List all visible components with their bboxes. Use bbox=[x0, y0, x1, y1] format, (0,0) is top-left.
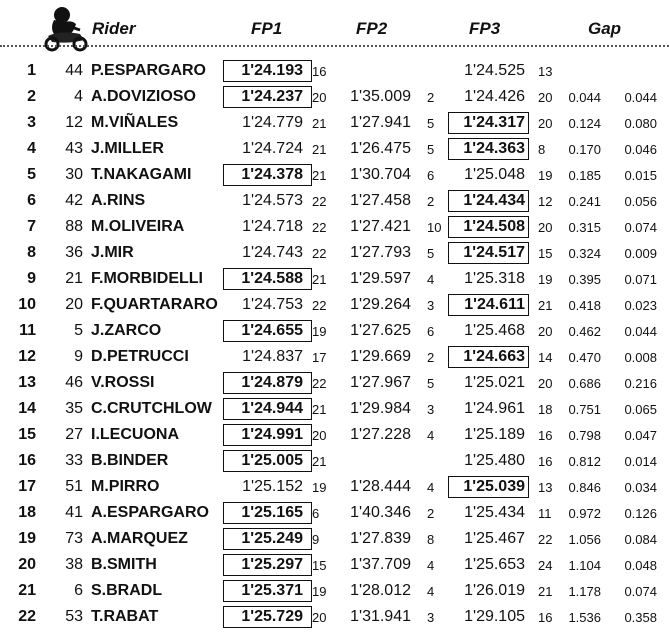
rider-name: V.ROSSI bbox=[91, 374, 155, 391]
gap-to-previous: 0.048 bbox=[624, 558, 657, 573]
fp3-lap: 14 bbox=[538, 350, 553, 365]
gap-to-previous: 0.009 bbox=[624, 246, 657, 261]
gap-to-first: 0.812 bbox=[568, 454, 601, 469]
fp3-time: 1'24.363 bbox=[463, 140, 525, 157]
fp1-time: 1'25.371 bbox=[241, 582, 303, 599]
gap-to-previous: 0.065 bbox=[624, 402, 657, 417]
fp3-time: 1'25.039 bbox=[463, 478, 525, 495]
rider-name: C.CRUTCHLOW bbox=[91, 400, 212, 417]
gap-to-first: 0.124 bbox=[568, 116, 601, 131]
fp3-time: 1'26.019 bbox=[464, 582, 525, 599]
fp2-time: 1'29.597 bbox=[350, 270, 411, 287]
rider-number: 43 bbox=[65, 140, 83, 157]
rider-number: 42 bbox=[65, 192, 83, 209]
gap-to-previous: 0.014 bbox=[624, 454, 657, 469]
gap-to-first: 0.241 bbox=[568, 194, 601, 209]
gap-to-previous: 0.216 bbox=[624, 376, 657, 391]
fp1-time: 1'24.743 bbox=[242, 244, 303, 261]
position: 16 bbox=[18, 452, 36, 469]
position: 8 bbox=[27, 244, 36, 261]
fp3-time: 1'25.468 bbox=[464, 322, 525, 339]
fp1-time: 1'24.753 bbox=[242, 296, 303, 313]
rider-number: 46 bbox=[65, 374, 83, 391]
gap-to-previous: 0.074 bbox=[624, 584, 657, 599]
table-row bbox=[0, 162, 669, 188]
table-row bbox=[0, 578, 669, 604]
fp3-lap: 19 bbox=[538, 272, 553, 287]
fp2-lap: 4 bbox=[427, 558, 435, 573]
rider-name: T.NAKAGAMI bbox=[91, 166, 192, 183]
table-row bbox=[0, 58, 669, 84]
fp1-lap: 17 bbox=[312, 350, 327, 365]
position: 9 bbox=[27, 270, 36, 287]
header-divider bbox=[0, 45, 669, 47]
fp2-lap: 3 bbox=[427, 402, 435, 417]
rider-number: 88 bbox=[65, 218, 83, 235]
fp3-time: 1'25.189 bbox=[464, 426, 525, 443]
table-row bbox=[0, 188, 669, 214]
fp1-lap: 22 bbox=[312, 194, 327, 209]
fp1-lap: 21 bbox=[312, 116, 327, 131]
fp2-lap: 5 bbox=[427, 142, 435, 157]
rider-number: 73 bbox=[65, 530, 83, 547]
fp3-lap: 16 bbox=[538, 454, 553, 469]
fp1-lap: 9 bbox=[312, 532, 320, 547]
rider-name: B.BINDER bbox=[91, 452, 169, 469]
rider-name: B.SMITH bbox=[91, 556, 157, 573]
gap-to-previous: 0.074 bbox=[624, 220, 657, 235]
fp1-time: 1'24.588 bbox=[241, 270, 303, 287]
position: 12 bbox=[18, 348, 36, 365]
header-fp2: FP2 bbox=[356, 19, 388, 38]
rider-name: F.QUARTARARO bbox=[91, 296, 218, 313]
rider-number: 41 bbox=[65, 504, 83, 521]
fp1-lap: 22 bbox=[312, 376, 327, 391]
fp2-lap: 6 bbox=[427, 168, 435, 183]
fp1-lap: 19 bbox=[312, 324, 327, 339]
rider-number: 27 bbox=[65, 426, 83, 443]
gap-to-previous: 0.080 bbox=[624, 116, 657, 131]
rider-name: I.LECUONA bbox=[91, 426, 179, 443]
rider-name: J.ZARCO bbox=[91, 322, 162, 339]
fp1-lap: 20 bbox=[312, 610, 327, 625]
rider-name: T.RABAT bbox=[91, 608, 159, 625]
fp3-time: 1'25.021 bbox=[464, 374, 525, 391]
fp1-lap: 6 bbox=[312, 506, 320, 521]
table-row bbox=[0, 370, 669, 396]
fp1-time: 1'24.718 bbox=[242, 218, 303, 235]
position: 6 bbox=[27, 192, 36, 209]
fp2-lap: 4 bbox=[427, 480, 435, 495]
fp3-time: 1'24.508 bbox=[463, 218, 525, 235]
fp2-time: 1'27.967 bbox=[350, 374, 411, 391]
table-row bbox=[0, 240, 669, 266]
fp2-time: 1'27.458 bbox=[350, 192, 411, 209]
gap-to-previous: 0.023 bbox=[624, 298, 657, 313]
fp3-lap: 11 bbox=[538, 506, 552, 521]
table-row bbox=[0, 214, 669, 240]
gap-to-previous: 0.008 bbox=[624, 350, 657, 365]
fp2-time: 1'37.709 bbox=[350, 556, 411, 573]
fp3-lap: 20 bbox=[538, 116, 553, 131]
rider-number: 20 bbox=[65, 296, 83, 313]
fp3-time: 1'25.480 bbox=[464, 452, 525, 469]
fp3-time: 1'25.434 bbox=[464, 504, 525, 521]
position: 1 bbox=[27, 62, 36, 79]
gap-to-first: 0.686 bbox=[568, 376, 601, 391]
fp2-time: 1'29.984 bbox=[350, 400, 411, 417]
rider-name: J.MIR bbox=[91, 244, 134, 261]
fp2-lap: 3 bbox=[427, 610, 435, 625]
gap-to-first: 0.185 bbox=[568, 168, 601, 183]
gap-to-previous: 0.358 bbox=[624, 610, 657, 625]
table-row bbox=[0, 552, 669, 578]
fp1-lap: 16 bbox=[312, 64, 327, 79]
fp2-time: 1'29.264 bbox=[350, 296, 411, 313]
fp1-time: 1'24.573 bbox=[242, 192, 303, 209]
fp1-lap: 19 bbox=[312, 480, 327, 495]
position: 3 bbox=[27, 114, 36, 131]
fp2-time: 1'27.421 bbox=[350, 218, 411, 235]
gap-to-first: 0.972 bbox=[568, 506, 601, 521]
fp2-time: 1'27.625 bbox=[350, 322, 411, 339]
fp2-time: 1'27.941 bbox=[350, 114, 411, 131]
fp2-lap: 4 bbox=[427, 428, 435, 443]
fp1-time: 1'24.879 bbox=[241, 374, 303, 391]
gap-to-previous: 0.044 bbox=[624, 324, 657, 339]
position: 13 bbox=[18, 374, 36, 391]
rider-number: 36 bbox=[65, 244, 83, 261]
fp1-time: 1'24.724 bbox=[242, 140, 303, 157]
table-row bbox=[0, 84, 669, 110]
fp2-lap: 10 bbox=[427, 220, 442, 235]
fp2-time: 1'31.941 bbox=[350, 608, 411, 625]
rider-number: 44 bbox=[65, 62, 83, 79]
position: 21 bbox=[18, 582, 36, 599]
gap-to-previous: 0.044 bbox=[624, 90, 657, 105]
gap-to-first: 1.178 bbox=[568, 584, 601, 599]
fp1-time: 1'24.378 bbox=[241, 166, 303, 183]
rider-number: 38 bbox=[65, 556, 83, 573]
gap-to-first: 0.324 bbox=[568, 246, 601, 261]
fp2-lap: 5 bbox=[427, 376, 435, 391]
position: 19 bbox=[18, 530, 36, 547]
position: 15 bbox=[18, 426, 36, 443]
position: 4 bbox=[27, 140, 36, 157]
fp2-lap: 2 bbox=[427, 90, 435, 105]
rider-name: D.PETRUCCI bbox=[91, 348, 189, 365]
gap-to-first: 0.418 bbox=[568, 298, 601, 313]
rider-number: 5 bbox=[74, 322, 83, 339]
fp3-lap: 20 bbox=[538, 376, 553, 391]
gap-to-first: 1.104 bbox=[568, 558, 601, 573]
fp2-time: 1'40.346 bbox=[350, 504, 411, 521]
fp1-time: 1'25.165 bbox=[241, 504, 303, 521]
fp1-time: 1'25.249 bbox=[241, 530, 303, 547]
gap-to-first: 0.751 bbox=[568, 402, 601, 417]
rider-name: A.RINS bbox=[91, 192, 146, 209]
rider-number: 33 bbox=[65, 452, 83, 469]
rider-name: F.MORBIDELLI bbox=[91, 270, 203, 287]
fp1-time: 1'25.729 bbox=[241, 608, 303, 625]
fp2-lap: 4 bbox=[427, 584, 435, 599]
table-row bbox=[0, 344, 669, 370]
gap-to-first: 0.470 bbox=[568, 350, 601, 365]
position: 20 bbox=[18, 556, 36, 573]
fp2-time: 1'30.704 bbox=[350, 166, 411, 183]
fp2-time: 1'35.009 bbox=[350, 88, 411, 105]
fp3-lap: 19 bbox=[538, 168, 553, 183]
rider-number: 12 bbox=[65, 114, 83, 131]
fp3-lap: 20 bbox=[538, 324, 553, 339]
fp2-time: 1'29.669 bbox=[350, 348, 411, 365]
table-row bbox=[0, 526, 669, 552]
table-row bbox=[0, 448, 669, 474]
gap-to-first: 0.462 bbox=[568, 324, 601, 339]
table-row bbox=[0, 136, 669, 162]
gap-to-previous: 0.084 bbox=[624, 532, 657, 547]
fp3-time: 1'24.434 bbox=[463, 192, 525, 209]
fp2-lap: 5 bbox=[427, 116, 435, 131]
fp3-lap: 20 bbox=[538, 220, 553, 235]
fp3-lap: 16 bbox=[538, 428, 553, 443]
fp1-time: 1'25.152 bbox=[242, 478, 303, 495]
fp1-time: 1'24.193 bbox=[241, 62, 303, 79]
fp2-lap: 2 bbox=[427, 350, 435, 365]
fp2-lap: 5 bbox=[427, 246, 435, 261]
results-table bbox=[0, 58, 669, 630]
position: 17 bbox=[18, 478, 36, 495]
gap-to-first: 0.395 bbox=[568, 272, 601, 287]
table-row bbox=[0, 318, 669, 344]
fp2-lap: 2 bbox=[427, 506, 435, 521]
fp1-time: 1'25.005 bbox=[241, 452, 303, 469]
rider-number: 30 bbox=[65, 166, 83, 183]
fp2-time: 1'27.793 bbox=[350, 244, 411, 261]
fp3-time: 1'24.611 bbox=[464, 296, 525, 313]
gap-to-first: 1.536 bbox=[568, 610, 601, 625]
rider-number: 9 bbox=[74, 348, 83, 365]
position: 10 bbox=[18, 296, 36, 313]
fp3-time: 1'25.653 bbox=[464, 556, 525, 573]
fp1-time: 1'24.991 bbox=[241, 426, 303, 443]
gap-to-first: 0.170 bbox=[568, 142, 601, 157]
gap-to-previous: 0.056 bbox=[624, 194, 657, 209]
gap-to-previous: 0.046 bbox=[624, 142, 657, 157]
fp2-lap: 4 bbox=[427, 272, 435, 287]
position: 22 bbox=[18, 608, 36, 625]
fp1-lap: 21 bbox=[312, 272, 327, 287]
fp2-time: 1'28.444 bbox=[350, 478, 411, 495]
fp3-time: 1'25.048 bbox=[464, 166, 525, 183]
fp3-time: 1'24.317 bbox=[463, 114, 525, 131]
fp1-lap: 21 bbox=[312, 142, 327, 157]
fp1-time: 1'24.837 bbox=[242, 348, 303, 365]
fp1-lap: 22 bbox=[312, 220, 327, 235]
table-row bbox=[0, 110, 669, 136]
fp1-time: 1'24.237 bbox=[241, 88, 303, 105]
rider-number: 4 bbox=[74, 88, 83, 105]
fp2-lap: 3 bbox=[427, 298, 435, 313]
table-row bbox=[0, 474, 669, 500]
table-row bbox=[0, 422, 669, 448]
position: 14 bbox=[18, 400, 36, 417]
rider-name: P.ESPARGARO bbox=[91, 62, 206, 79]
fp2-time: 1'27.839 bbox=[350, 530, 411, 547]
table-row bbox=[0, 500, 669, 526]
rider-number: 6 bbox=[74, 582, 83, 599]
gap-to-first: 1.056 bbox=[568, 532, 601, 547]
header-fp3: FP3 bbox=[469, 19, 501, 38]
fp1-lap: 15 bbox=[312, 558, 327, 573]
fp3-time: 1'24.663 bbox=[463, 348, 525, 365]
table-row bbox=[0, 604, 669, 630]
gap-to-previous: 0.034 bbox=[624, 480, 657, 495]
fp2-lap: 8 bbox=[427, 532, 435, 547]
table-row bbox=[0, 266, 669, 292]
position: 18 bbox=[18, 504, 36, 521]
fp1-time: 1'24.655 bbox=[241, 322, 303, 339]
table-row bbox=[0, 292, 669, 318]
position: 2 bbox=[27, 88, 36, 105]
header-fp1: FP1 bbox=[251, 19, 283, 38]
rider-number: 35 bbox=[65, 400, 83, 417]
rider-name: A.DOVIZIOSO bbox=[91, 88, 196, 105]
gap-to-first: 0.798 bbox=[568, 428, 601, 443]
fp1-time: 1'24.779 bbox=[242, 114, 303, 131]
fp2-lap: 6 bbox=[427, 324, 435, 339]
fp1-lap: 19 bbox=[312, 584, 327, 599]
gap-to-first: 0.044 bbox=[568, 90, 601, 105]
fp1-lap: 20 bbox=[312, 428, 327, 443]
position: 7 bbox=[27, 218, 36, 235]
fp2-lap: 2 bbox=[427, 194, 435, 209]
fp3-time: 1'24.525 bbox=[464, 62, 525, 79]
fp3-time: 1'25.318 bbox=[464, 270, 525, 287]
rider-number: 21 bbox=[65, 270, 83, 287]
fp3-lap: 8 bbox=[538, 142, 546, 157]
fp1-lap: 22 bbox=[312, 298, 327, 313]
rider-name: M.OLIVEIRA bbox=[91, 218, 185, 235]
gap-to-previous: 0.047 bbox=[624, 428, 657, 443]
table-row bbox=[0, 396, 669, 422]
fp1-time: 1'24.944 bbox=[241, 400, 303, 417]
rider-name: A.MARQUEZ bbox=[91, 530, 188, 547]
gap-to-previous: 0.015 bbox=[624, 168, 657, 183]
fp3-time: 1'24.426 bbox=[464, 88, 525, 105]
fp1-lap: 21 bbox=[312, 454, 327, 469]
fp1-lap: 22 bbox=[312, 246, 327, 261]
position: 5 bbox=[27, 166, 36, 183]
fp3-lap: 13 bbox=[538, 64, 553, 79]
gap-to-previous: 0.071 bbox=[624, 272, 657, 287]
table-header bbox=[0, 0, 669, 52]
fp1-lap: 20 bbox=[312, 90, 327, 105]
fp3-lap: 16 bbox=[538, 610, 553, 625]
rider-name: A.ESPARGARO bbox=[91, 504, 209, 521]
fp3-lap: 20 bbox=[538, 90, 553, 105]
header-rider: Rider bbox=[92, 19, 136, 38]
rider-name: J.MILLER bbox=[91, 140, 164, 157]
gap-to-first: 0.846 bbox=[568, 480, 601, 495]
rider-name: S.BRADL bbox=[91, 582, 163, 599]
fp3-lap: 13 bbox=[538, 480, 553, 495]
fp3-lap: 21 bbox=[538, 298, 553, 313]
position: 11 bbox=[19, 322, 36, 339]
fp2-time: 1'28.012 bbox=[350, 582, 411, 599]
fp3-lap: 12 bbox=[538, 194, 553, 209]
rider-number: 51 bbox=[65, 478, 83, 495]
fp3-time: 1'24.517 bbox=[463, 244, 525, 261]
fp1-lap: 21 bbox=[312, 168, 327, 183]
fp3-time: 1'25.467 bbox=[464, 530, 525, 547]
gap-to-first: 0.315 bbox=[568, 220, 601, 235]
fp3-lap: 15 bbox=[538, 246, 553, 261]
fp3-lap: 18 bbox=[538, 402, 553, 417]
fp1-lap: 21 bbox=[312, 402, 327, 417]
gap-to-previous: 0.126 bbox=[624, 506, 657, 521]
fp1-time: 1'25.297 bbox=[241, 556, 303, 573]
fp3-time: 1'29.105 bbox=[464, 608, 525, 625]
rider-name: M.VIÑALES bbox=[91, 114, 179, 131]
fp2-time: 1'26.475 bbox=[350, 140, 411, 157]
header-gap: Gap bbox=[588, 19, 622, 38]
fp3-time: 1'24.961 bbox=[464, 400, 525, 417]
fp3-lap: 24 bbox=[538, 558, 553, 573]
rider-number: 53 bbox=[65, 608, 83, 625]
fp3-lap: 22 bbox=[538, 532, 553, 547]
fp2-time: 1'27.228 bbox=[350, 426, 411, 443]
rider-name: M.PIRRO bbox=[91, 478, 160, 495]
fp3-lap: 21 bbox=[538, 584, 553, 599]
